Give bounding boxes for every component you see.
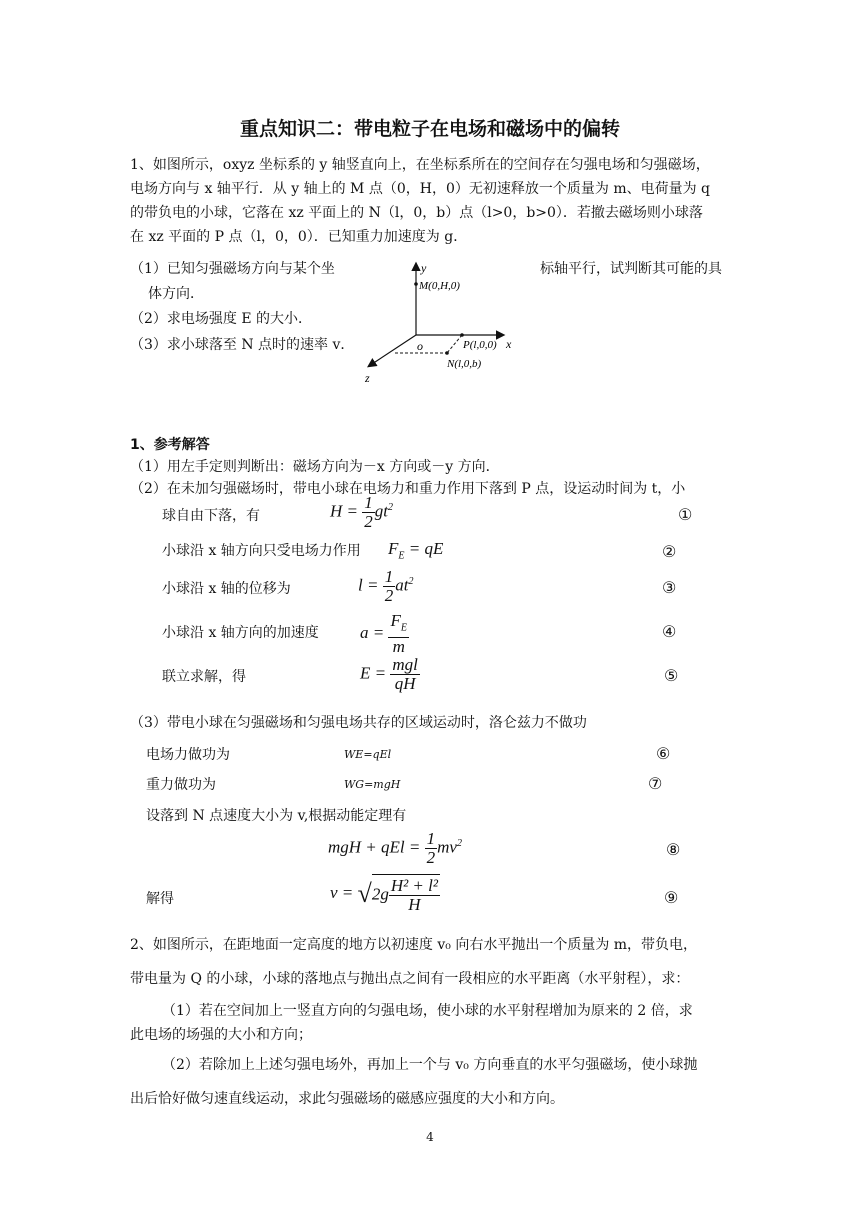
- q1-line-3: 的带负电的小球，它落在 xz 平面上的 N（l，0，b）点（l>0，b>0）．若撤去磁场则小球落: [130, 205, 703, 221]
- eq3-frac: [383, 568, 396, 605]
- eq1-denominator: 2: [364, 512, 373, 531]
- eq9-number: ⑨: [664, 888, 679, 907]
- eq8-numerator: 1: [426, 829, 436, 848]
- eq3-exp: 2: [408, 575, 414, 587]
- eq9-radicand: [372, 874, 440, 914]
- eq2-rhs: = qE: [404, 539, 444, 558]
- answer-line-3: （3）带电小球在匀强磁场和匀强电场共存的区域运动时，洛仑兹力不做功: [130, 715, 587, 731]
- eq4-denominator: m: [392, 637, 405, 657]
- eq4-numerator-f: F: [390, 611, 401, 630]
- eq2-text: 小球沿 x 轴方向只受电场力作用: [162, 543, 361, 559]
- eq5-denominator: qH: [394, 674, 416, 693]
- eq1-text: 球自由下落，有: [162, 508, 260, 524]
- eq1-numerator: 1: [364, 493, 373, 512]
- n-label: N(l,0,b): [447, 358, 482, 370]
- eq6-text: 电场力做功为: [146, 747, 230, 763]
- answer-line-1: （1）用左手定则判断出：磁场方向为－x 方向或－y 方向．: [130, 459, 500, 475]
- eq3-numerator: 1: [384, 567, 394, 586]
- p-label: P(l,0,0): [463, 339, 497, 351]
- point-n: [445, 351, 449, 355]
- z-label: z: [365, 371, 370, 385]
- eq5-frac: [390, 656, 420, 693]
- eq3-denominator: 2: [384, 586, 394, 605]
- eq7-text: 重力做功为: [146, 777, 216, 793]
- answer-line-2: （2）在未加匀强磁场时，带电小球在电场力和重力作用下落到 P 点，设运动时间为 t，小: [130, 481, 686, 497]
- eq7-formula: WG=mgH: [344, 778, 401, 791]
- eq9-frac: [389, 877, 440, 914]
- eq5-formula: [360, 656, 420, 693]
- eq8-formula: [328, 830, 462, 867]
- q1-sub1a: （1）已知匀强磁场方向与某个坐: [130, 261, 335, 277]
- eq8-exp: 2: [456, 837, 462, 849]
- eq4-numerator-sub: E: [400, 622, 407, 634]
- q1-line-2: 电场方向与 x 轴平行．从 y 轴上的 M 点（0，H，0）无初速释放一个质量为 m、电荷量为 q: [130, 181, 710, 197]
- eq4-number: ④: [662, 622, 677, 641]
- q2-line-1: 2、如图所示，在距地面一定高度的地方以初速度 v₀ 向右水平抛出一个质量为 m，带负电，: [130, 937, 698, 953]
- q1-sub2: （2）求电场强度 E 的大小．: [130, 311, 313, 327]
- q2-line-5: （2）若除加上上述匀强电场外，再加上一个与 v₀ 方向垂直的水平匀强磁场，使小球抛: [162, 1057, 698, 1073]
- eq6-formula: WE=qEl: [344, 748, 392, 761]
- y-label: y: [421, 261, 427, 275]
- x-label: x: [506, 337, 512, 351]
- eq3-lhs: l =: [358, 575, 383, 595]
- eq1-exp: 2: [387, 501, 393, 513]
- eq1-formula: [330, 494, 393, 531]
- point-p: [460, 333, 464, 337]
- eq2-number: ②: [662, 542, 677, 561]
- q1-sub1b: 标轴平行，试判断其可能的具: [540, 261, 722, 277]
- eq8-number: ⑧: [666, 840, 681, 859]
- q1-line-1: 1、如图所示，oxyz 坐标系的 y 轴竖直向上，在坐标系所在的空间存在匀强电场和匀强磁场，: [130, 157, 710, 173]
- point-m: [414, 282, 418, 286]
- q2-line-6: 出后恰好做匀速直线运动，求此匀强磁场的磁感应强度的大小和方向。: [130, 1091, 564, 1107]
- sqrt-sign: √: [357, 879, 372, 908]
- eq3-rhs: at: [395, 575, 409, 595]
- q2-line-4: 此电场的场强的大小和方向；: [130, 1027, 312, 1043]
- q1-sub1c: 体方向．: [148, 286, 204, 302]
- answer-heading: 1、参考解答: [130, 437, 210, 453]
- eq3-number: ③: [662, 578, 677, 597]
- eq6-number: ⑥: [656, 744, 671, 763]
- eq9-lhs: v =: [330, 882, 358, 902]
- eq1-number: ①: [678, 505, 693, 524]
- eq3-formula: [358, 568, 413, 605]
- eq8-rhs: mv: [437, 837, 457, 857]
- q1-sub3: （3）求小球落至 N 点时的速率 v．: [130, 337, 355, 353]
- eq2-lhs: F: [388, 539, 399, 558]
- z-axis: [369, 335, 416, 366]
- eq9-text: 解得: [146, 891, 174, 907]
- eq4-text: 小球沿 x 轴方向的加速度: [162, 625, 319, 641]
- eq8-lhs: mgH + qEl =: [328, 837, 425, 857]
- eq9-radicand-prefix: 2g: [371, 884, 389, 904]
- page-number: 4: [426, 1130, 434, 1144]
- eq5-text: 联立求解，得: [162, 669, 246, 685]
- eq5-numerator: mgl: [392, 655, 418, 674]
- eq9-formula: [330, 874, 440, 914]
- eq1-lhs: H =: [330, 501, 363, 521]
- page-title: 重点知识二：带电粒子在电场和磁场中的偏转: [239, 118, 620, 140]
- coordinate-figure: [355, 258, 535, 388]
- eq1-rhs: gt: [374, 501, 388, 521]
- eq4-formula: [360, 612, 409, 656]
- answer-line-4: 设落到 N 点速度大小为 v,根据动能定理有: [146, 808, 407, 824]
- eq2-sub: E: [398, 550, 405, 562]
- eq5-lhs: E =: [360, 663, 391, 683]
- origin-label: o: [417, 339, 423, 353]
- q1-line-4: 在 xz 平面的 P 点（l，0，0）．已知重力加速度为 g．: [130, 229, 468, 245]
- q2-line-2: 带电量为 Q 的小球，小球的落地点与抛出点之间有一段相应的水平距离（水平射程），求：: [130, 971, 690, 987]
- eq9-denominator: H: [408, 895, 421, 914]
- eq8-denominator: 2: [426, 848, 436, 867]
- eq7-number: ⑦: [648, 774, 663, 793]
- eq1-frac: [362, 494, 375, 531]
- eq5-number: ⑤: [664, 666, 679, 685]
- m-label: M(0,H,0): [419, 280, 460, 292]
- p-to-n-dashed: [447, 335, 462, 353]
- eq8-frac: [425, 830, 438, 867]
- q2-line-3: （1）若在空间加上一竖直方向的匀强电场，使小球的水平射程增加为原来的 2 倍，求: [162, 1003, 693, 1019]
- eq9-numerator: H² + l²: [390, 876, 438, 895]
- eq4-lhs: a =: [360, 623, 389, 643]
- eq3-text: 小球沿 x 轴的位移为: [162, 581, 291, 597]
- eq4-numerator: [388, 612, 409, 638]
- eq2-formula: [388, 539, 443, 561]
- eq4-frac: [388, 612, 409, 656]
